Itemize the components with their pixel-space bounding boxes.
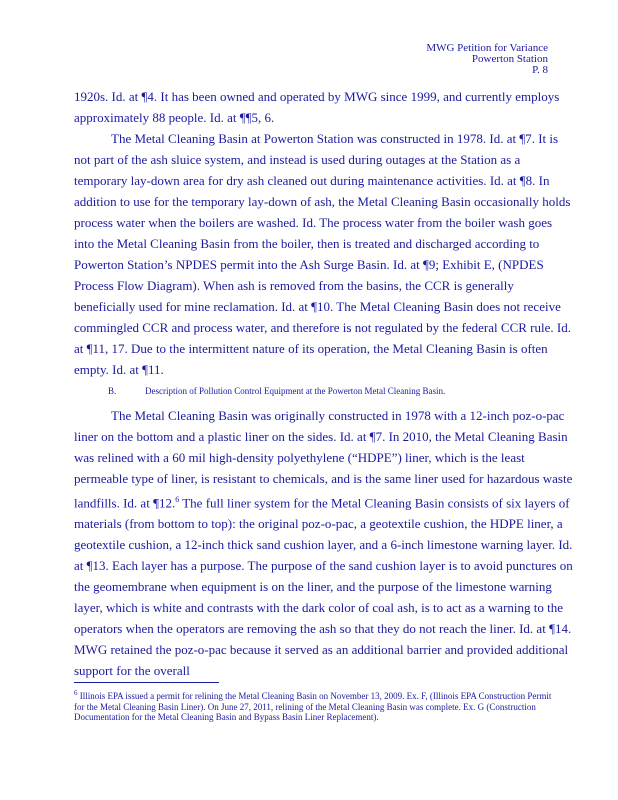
section-heading <box>74 385 574 397</box>
document-body <box>74 86 574 681</box>
header-station: Powerton Station <box>471 53 548 65</box>
section-title: Description of Pollution Control Equipment at the Powerton Metal Cleaning Basin. <box>145 386 446 396</box>
section-number: B. <box>108 386 117 396</box>
page-header <box>426 43 548 76</box>
header-page-number: P. 8 <box>532 64 548 76</box>
paragraph-history: 1920s. Id. at ¶4. It has been owned and operated by MWG since 1999, and currently employs approximately 88 people. Id. at ¶¶5, 6. <box>74 89 560 125</box>
paragraph-basin-overview: The Metal Cleaning Basin at Powerton Station was constructed in 1978. Id. at ¶7. It is not part of the ash sluice system, and instead is used during outages at the Station as a temporary lay-down area for dry ash cleaned out during maintenance activities. Id. at ¶8. In addition to use for the temporary lay-down of ash, the Metal Cleaning Basin occasionally holds process water when the boilers are washed. Id. The process water from the boiler wash goes into the Metal Cleaning Basin from the boiler, then is treated and discharged according to Powerton Station’s NPDES permit into the Ash Surge Basin. Id. at ¶9; Exhibit E, (NPDES Process Flow Diagram). When ash is removed from the basins, the CCR is generally beneficially used for mine reclamation. Id. at ¶10. The Metal Cleaning Basin does not receive commingled CCR and process water, and therefore is not regulated by the federal CCR rule. Id. at ¶11, 17. Due to the intermittent nature of its operation, the Metal Cleaning Basin is often empty. Id. at ¶11. <box>74 131 571 377</box>
paragraph-liner-description <box>74 405 574 681</box>
paragraph-liner-part1: The Metal Cleaning Basin was originally constructed in 1978 with a 12-inch poz-o-pac liner on the bottom and a plastic liner on the sides. Id. at ¶7. In 2010, the Metal Cleaning Basin was relined with a 60 mil high-density polyethylene (“HDPE”) liner, which is the least permeable type of liner, is resistant to chemicals, and is the same liner used for hazardous waste landfills. Id. at ¶12. <box>74 408 573 511</box>
footnote-reference: 6 <box>175 495 180 504</box>
footnote-marker: 6 <box>74 689 78 697</box>
paragraph-liner-part2: The full liner system for the Metal Cleaning Basin consists of six layers of materials (from bottom to top): the original poz-o-pac, a geotextile cushion, the HDPE liner, a geotextile cushion, a 12-inch thick sand cushion layer, and a 6-inch limestone warning layer. Id. at ¶13. Each layer has a purpose. The purpose of the sand cushion layer is to avoid punctures on the geomembrane when equipment is on the liner, and the purpose of the limestone warning layer, which is white and contrasts with the dark color of coal ash, is to act as a warning to the operators when the operators are removing the ash so that they do not reach the liner. Id. at ¶14. MWG retained the poz-o-pac because it served as an additional barrier and provided additional support for the overall <box>74 495 573 679</box>
header-title: MWG Petition for Variance <box>426 42 548 54</box>
footnote-text: Illinois EPA issued a permit for relining the Metal Cleaning Basin on November 13, 2009. Ex. F, (Illinois EPA Construction Permit for the Metal Cleaning Basin Liner). On June 27, 2011, relining of the Metal Cleaning Basin was complete. Ex. G (Construction Documentation for the Metal Cleaning Basin and Bypass Basin Liner Replacement). <box>74 691 552 722</box>
footnote <box>74 688 554 723</box>
footnote-divider <box>74 682 219 683</box>
